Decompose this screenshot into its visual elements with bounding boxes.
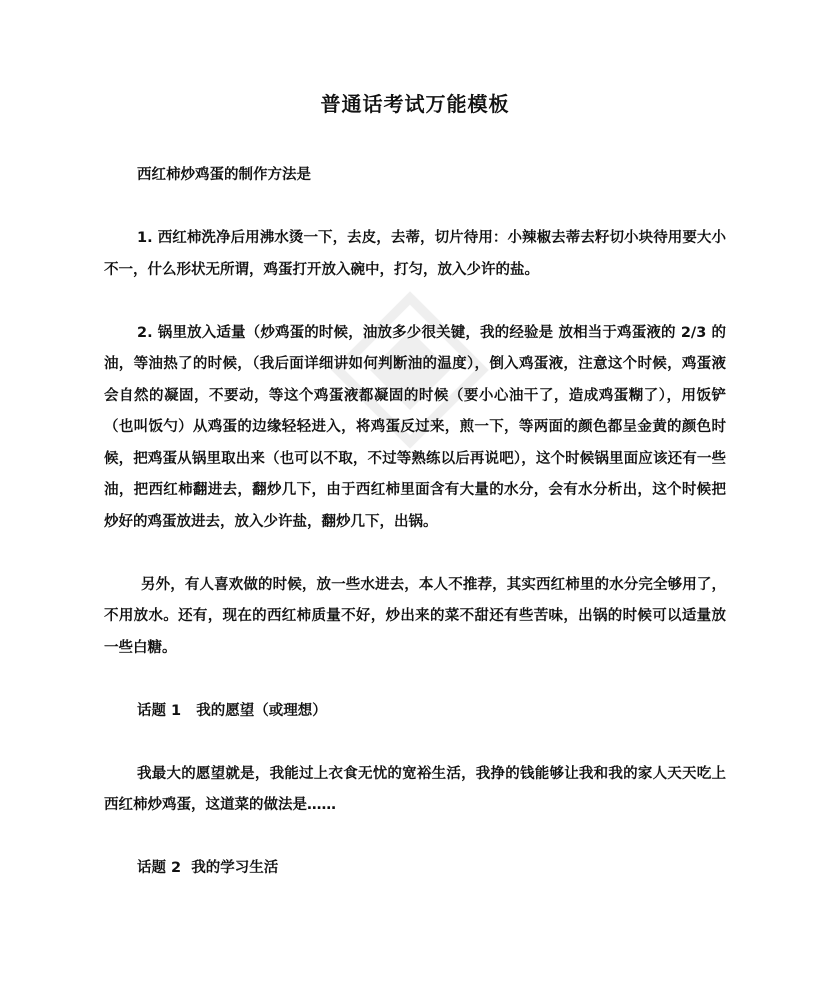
intro-heading: 西红柿炒鸡蛋的制作方法是 bbox=[137, 167, 311, 183]
document-title: 普通话考试万能模板 bbox=[320, 92, 510, 116]
topic-1-paragraph: 我最大的愿望就是，我能过上衣食无忧的宽裕生活，我挣的钱能够让我和我的家人天天吃上西红柿炒鸡蛋，这道菜的做法是…… bbox=[104, 765, 726, 813]
step-1-paragraph: 1. 西红柿洗净后用沸水烫一下，去皮，去蒂，切片待用：小辣椒去蒂去籽切小块待用要大小不一，什么形状无所谓，鸡蛋打开放入碗中，打匀，放入少许的盐。 bbox=[104, 230, 726, 278]
note-paragraph: 另外，有人喜欢做的时候，放一些水进去，本人不推荐，其实西红柿里的水分完全够用了，不用放水。还有，现在的西红柿质量不好，炒出来的菜不甜还有些苦味，出锅的时候可以适量放一些白糖。 bbox=[104, 576, 726, 656]
step-2-paragraph: 2. 锅里放入适量（炒鸡蛋的时候，油放多少很关键，我的经验是 放相当于鸡蛋液的 2/3 的油，等油热了的时候，（我后面详细讲如何判断油的温度），倒入鸡蛋液，注意这个时候，鸡蛋液会自然的凝固，不要动，等这个鸡蛋液都凝固的时候（要小心油干了，造成鸡蛋糊了），用饭铲（也叫饭勺）从鸡蛋的边缘轻轻进入，将鸡蛋反过来，煎一下，等两面的颜色都呈金黄的颜色时候，把鸡蛋从锅里取出来（也可以不取，不过等熟练以后再说吧），这个时候锅里面应该还有一些油，把西红柿翻进去，翻炒几下，由于西红柿里面含有大量的水分，会有水分析出，这个时候把炒好的鸡蛋放进去，放入少许盐，翻炒几下，出锅。 bbox=[104, 324, 726, 530]
topic-1-heading: 话题 1 我的愿望（或理想） bbox=[137, 702, 327, 719]
topic-2-heading: 话题 2 我的学习生活 bbox=[137, 860, 279, 876]
document-body bbox=[104, 160, 726, 916]
